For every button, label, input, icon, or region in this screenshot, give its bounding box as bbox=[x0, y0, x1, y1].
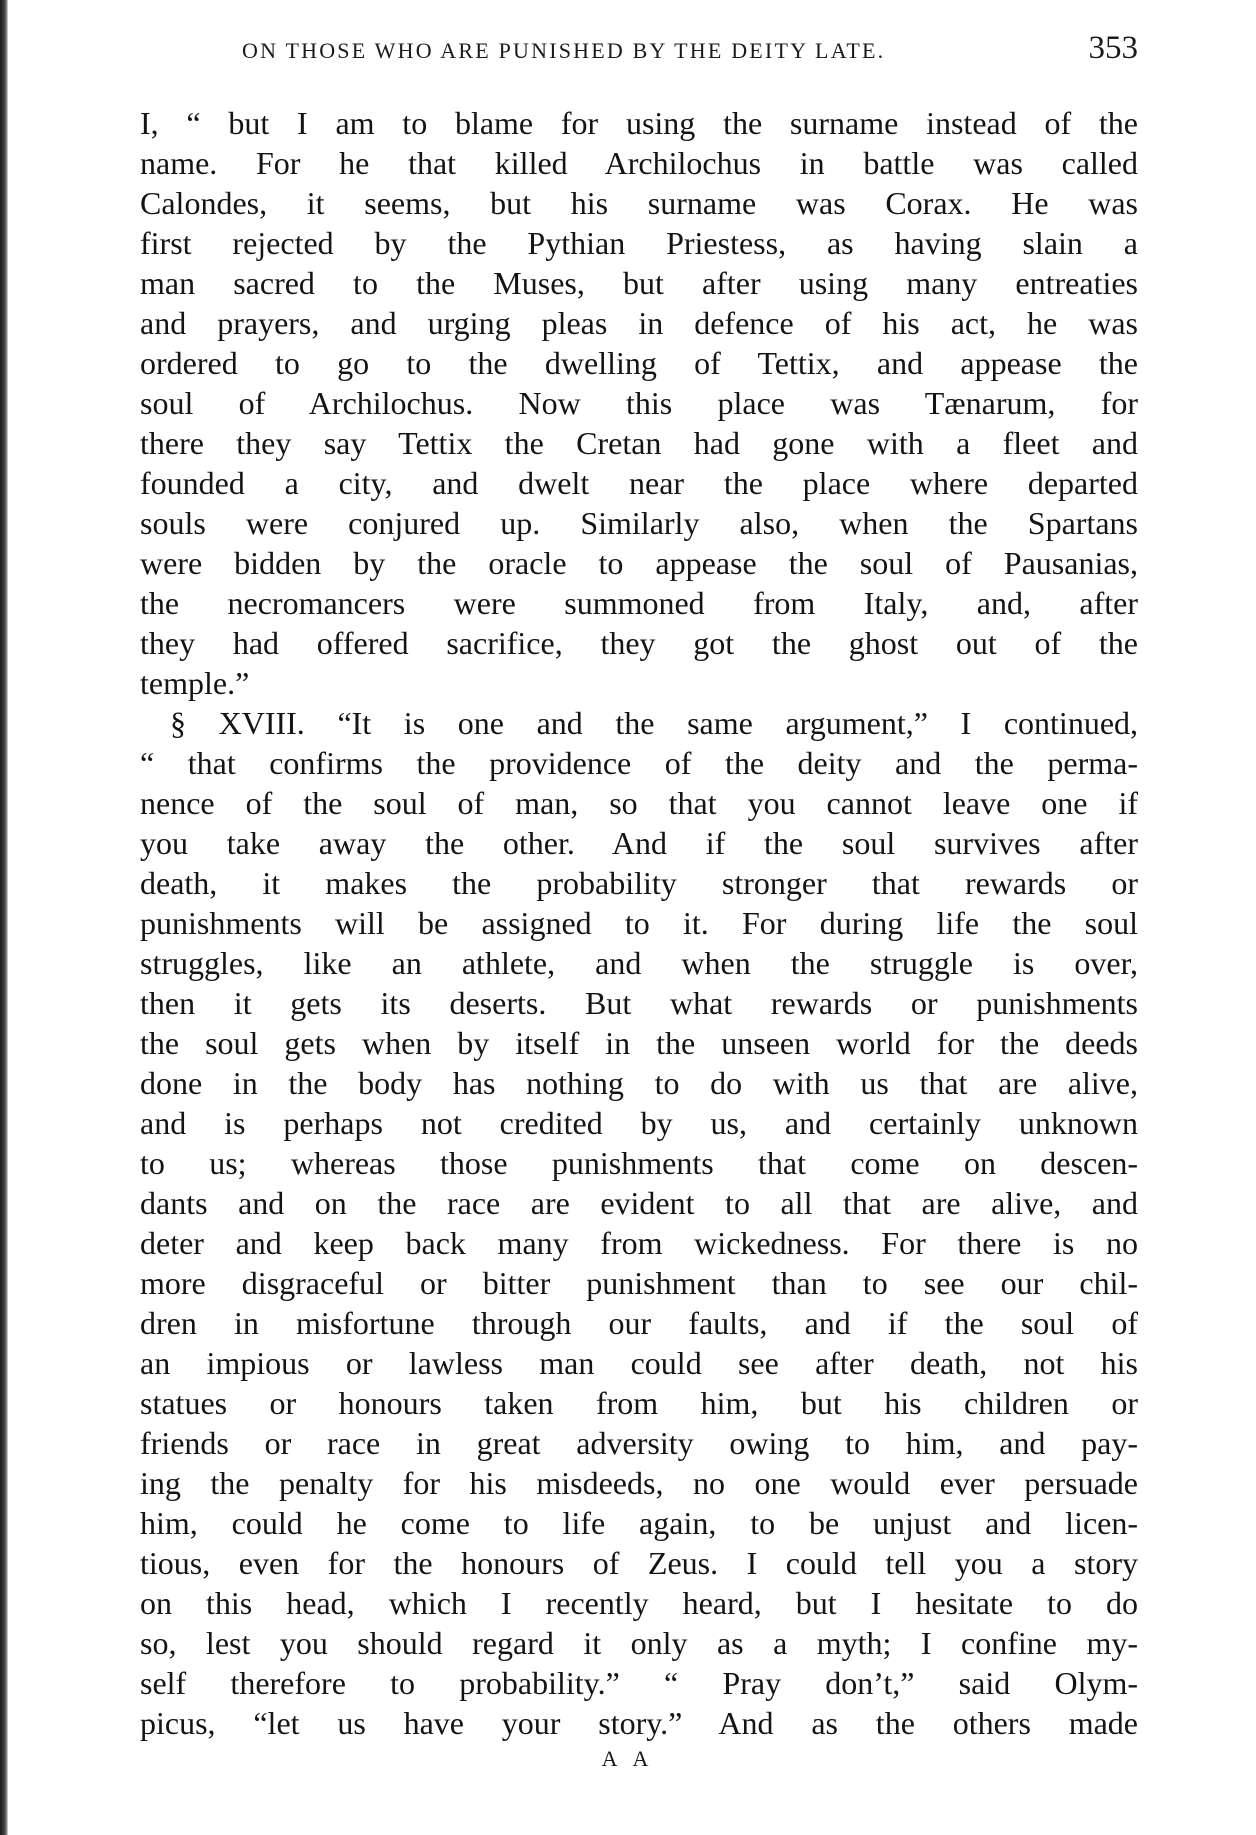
text-line: done in the body has nothing to do with us that are alive, bbox=[140, 1065, 1138, 1101]
text-line: you take away the other. And if the soul survives after bbox=[140, 825, 1138, 861]
text-line: punishments will be assigned to it. For during life the soul bbox=[140, 905, 1138, 941]
text-line: picus, “let us have your story.” And as the others made bbox=[140, 1705, 1138, 1741]
text-line: the necromancers were summoned from Italy, and, after bbox=[140, 585, 1138, 621]
text-line: more disgraceful or bitter punishment than to see our chil- bbox=[140, 1265, 1138, 1301]
book-spine-shadow bbox=[0, 0, 8, 1835]
text-line: were bidden by the oracle to appease the soul of Pausanias, bbox=[140, 545, 1138, 581]
text-line: struggles, like an athlete, and when the struggle is over, bbox=[140, 945, 1138, 981]
body-text bbox=[140, 103, 1138, 1743]
text-line: self therefore to probability.” “ Pray don’t,” said Olym- bbox=[140, 1665, 1138, 1701]
page-number: 353 bbox=[1088, 30, 1138, 66]
text-line: tious, even for the honours of Zeus. I could tell you a story bbox=[140, 1545, 1138, 1581]
text-line: dren in misfortune through our faults, and if the soul of bbox=[140, 1305, 1138, 1341]
text-line: to us; whereas those punishments that come on descen- bbox=[140, 1145, 1138, 1181]
text-line: the soul gets when by itself in the unseen world for the deeds bbox=[140, 1025, 1138, 1061]
text-line: so, lest you should regard it only as a myth; I confine my- bbox=[140, 1625, 1138, 1661]
text-line: founded a city, and dwelt near the place where departed bbox=[140, 465, 1138, 501]
page-header bbox=[140, 28, 1138, 68]
text-line: nence of the soul of man, so that you cannot leave one if bbox=[140, 785, 1138, 821]
text-line: him, could he come to life again, to be unjust and licen- bbox=[140, 1505, 1138, 1541]
text-line: there they say Tettix the Cretan had gone with a fleet and bbox=[140, 425, 1138, 461]
text-line: dants and on the race are evident to all that are alive, and bbox=[140, 1185, 1138, 1221]
section-mark: § XVIII. bbox=[170, 705, 305, 741]
text-line: first rejected by the Pythian Priestess, as having slain a bbox=[140, 225, 1138, 261]
text-line: temple.” bbox=[140, 665, 250, 701]
text-line: an impious or lawless man could see after death, not his bbox=[140, 1345, 1138, 1381]
text-line: souls were conjured up. Similarly also, when the Spartans bbox=[140, 505, 1138, 541]
text-line: man sacred to the Muses, but after using many entreaties bbox=[140, 265, 1138, 301]
text-line: I, “ but I am to blame for using the surname instead of the bbox=[140, 105, 1138, 141]
text-line: ordered to go to the dwelling of Tettix, and appease the bbox=[140, 345, 1138, 381]
text-line: then it gets its deserts. But what rewards or punishments bbox=[140, 985, 1138, 1021]
text-line: deter and keep back many from wickedness. For there is no bbox=[140, 1225, 1138, 1261]
text-line: “ that confirms the providence of the deity and the perma- bbox=[140, 745, 1138, 781]
running-head: ON THOSE WHO ARE PUNISHED BY THE DEITY LATE. bbox=[242, 38, 886, 63]
text-line: on this head, which I recently heard, but I hesitate to do bbox=[140, 1585, 1138, 1621]
section-xviii-first-line bbox=[140, 703, 1138, 743]
text-line: death, it makes the probability stronger that rewards or bbox=[140, 865, 1138, 901]
text-line-content: “It is one and the same argument,” I continued, bbox=[337, 705, 1138, 741]
text-line: friends or race in great adversity owing to him, and pay- bbox=[140, 1425, 1138, 1461]
text-line: statues or honours taken from him, but his children or bbox=[140, 1385, 1138, 1421]
text-line: soul of Archilochus. Now this place was Tænarum, for bbox=[140, 385, 1138, 421]
signature-mark: A A bbox=[601, 1746, 655, 1771]
text-line: and is perhaps not credited by us, and certainly unknown bbox=[140, 1105, 1138, 1141]
text-line: ing the penalty for his misdeeds, no one would ever persuade bbox=[140, 1465, 1138, 1501]
text-line: name. For he that killed Archilochus in battle was called bbox=[140, 145, 1138, 181]
text-line: and prayers, and urging pleas in defence of his act, he was bbox=[140, 305, 1138, 341]
text-line: Calondes, it seems, but his surname was Corax. He was bbox=[140, 185, 1138, 221]
text-line: they had offered sacrifice, they got the ghost out of the bbox=[140, 625, 1138, 661]
